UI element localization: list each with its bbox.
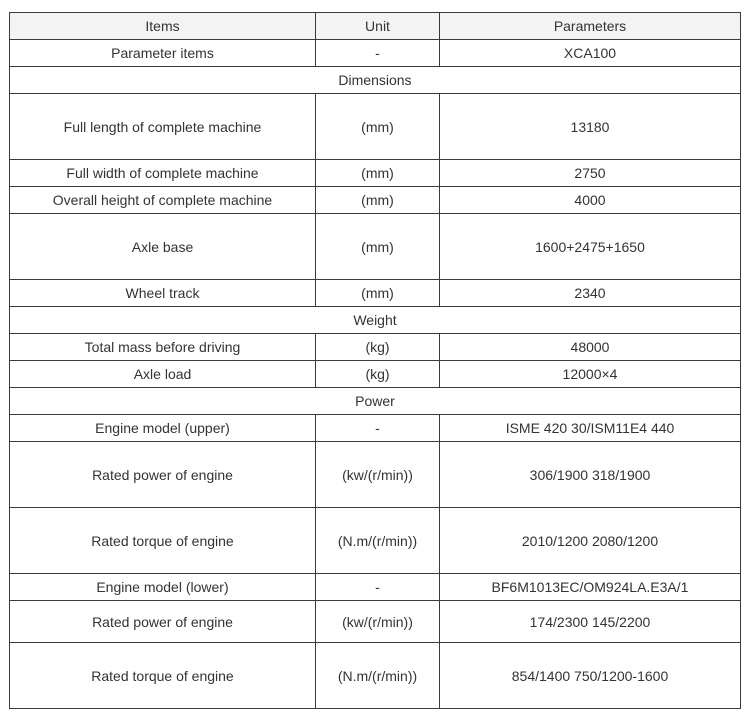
item-cell: Rated torque of engine: [10, 643, 316, 709]
table-row: [10, 40, 741, 67]
item-cell: Axle load: [10, 361, 316, 388]
value-cell: BF6M1013EC/OM924LA.E3A/1: [440, 574, 741, 601]
item-cell: Axle base: [10, 214, 316, 280]
table-row: [10, 94, 741, 160]
unit-cell: -: [316, 40, 440, 67]
item-cell: Rated torque of engine: [10, 508, 316, 574]
unit-cell: (kg): [316, 361, 440, 388]
table-row: [10, 361, 741, 388]
unit-cell: (N.m/(r/min)): [316, 508, 440, 574]
table-row: [10, 508, 741, 574]
header-items: Items: [10, 13, 316, 40]
section-label: Power: [10, 388, 741, 415]
unit-cell: (mm): [316, 160, 440, 187]
value-cell: 2750: [440, 160, 741, 187]
value-cell: 4000: [440, 187, 741, 214]
unit-cell: (mm): [316, 280, 440, 307]
unit-cell: -: [316, 574, 440, 601]
section-row-dimensions: [10, 67, 741, 94]
table-row: [10, 643, 741, 709]
item-cell: Total mass before driving: [10, 334, 316, 361]
value-cell: 2010/1200 2080/1200: [440, 508, 741, 574]
item-cell: Engine model (lower): [10, 574, 316, 601]
section-row-power: [10, 388, 741, 415]
table-row: [10, 280, 741, 307]
item-cell: Full width of complete machine: [10, 160, 316, 187]
table-row: [10, 160, 741, 187]
unit-cell: (mm): [316, 187, 440, 214]
header-unit: Unit: [316, 13, 440, 40]
table-row: [10, 442, 741, 508]
header-parameters: Parameters: [440, 13, 741, 40]
header-row: [10, 13, 741, 40]
unit-cell: -: [316, 415, 440, 442]
section-label: Weight: [10, 307, 741, 334]
unit-cell: (kw/(r/min)): [316, 442, 440, 508]
value-cell: 12000×4: [440, 361, 741, 388]
table-row: [10, 334, 741, 361]
value-cell: 174/2300 145/2200: [440, 601, 741, 643]
table-row: [10, 574, 741, 601]
value-cell: 854/1400 750/1200-1600: [440, 643, 741, 709]
unit-cell: (mm): [316, 94, 440, 160]
value-cell: XCA100: [440, 40, 741, 67]
item-cell: Rated power of engine: [10, 442, 316, 508]
value-cell: ISME 420 30/ISM11E4 440: [440, 415, 741, 442]
item-cell: Overall height of complete machine: [10, 187, 316, 214]
item-cell: Engine model (upper): [10, 415, 316, 442]
item-cell: Wheel track: [10, 280, 316, 307]
unit-cell: (mm): [316, 214, 440, 280]
value-cell: 306/1900 318/1900: [440, 442, 741, 508]
spec-table-container: [9, 12, 741, 709]
unit-cell: (N.m/(r/min)): [316, 643, 440, 709]
item-cell: Rated power of engine: [10, 601, 316, 643]
table-row: [10, 214, 741, 280]
value-cell: 2340: [440, 280, 741, 307]
item-cell: Full length of complete machine: [10, 94, 316, 160]
value-cell: 1600+2475+1650: [440, 214, 741, 280]
section-label: Dimensions: [10, 67, 741, 94]
item-cell: Parameter items: [10, 40, 316, 67]
section-row-weight: [10, 307, 741, 334]
spec-table: [9, 12, 741, 709]
table-row: [10, 415, 741, 442]
value-cell: 13180: [440, 94, 741, 160]
value-cell: 48000: [440, 334, 741, 361]
table-row: [10, 601, 741, 643]
table-row: [10, 187, 741, 214]
unit-cell: (kw/(r/min)): [316, 601, 440, 643]
unit-cell: (kg): [316, 334, 440, 361]
